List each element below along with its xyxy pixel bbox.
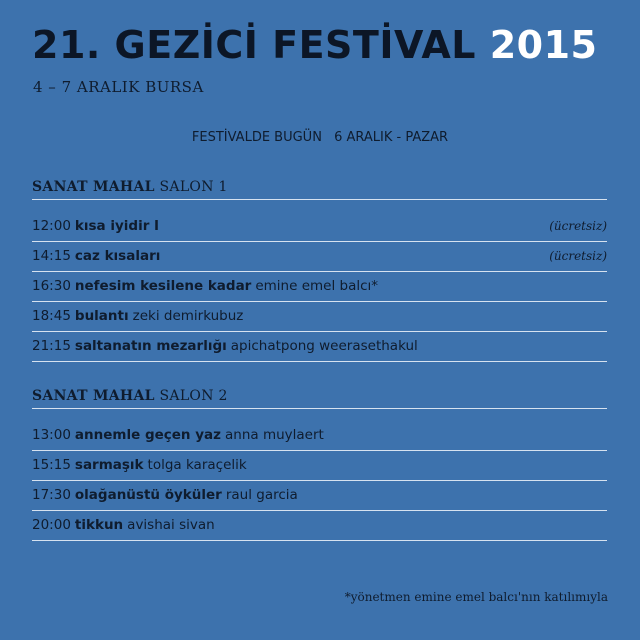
screening-time: 17:30 [32,487,71,503]
director-name: raul garcia [225,487,298,503]
screening-row [32,212,607,242]
section-header-salon-1 [32,179,607,200]
screening-row [32,481,607,511]
screening-row [32,302,607,332]
today-banner [0,130,640,145]
director-name: avishai sivan [127,517,215,533]
section-venue: SANAT MAHAL [32,179,155,195]
film-title: nefesim kesilene kadar [74,278,252,294]
director-name: tolga karaçelik [147,457,247,473]
screening-time: 14:15 [32,248,71,264]
screening-time: 16:30 [32,278,71,294]
festival-title-year: 2015 [489,23,598,67]
film-title: olağanüstü öyküler [74,487,222,503]
director-name: zeki demirkubuz [132,308,244,324]
section-header-salon-2 [32,388,607,409]
screening-row [32,242,607,272]
screening-row [32,511,607,541]
screening-time: 13:00 [32,427,71,443]
film-title: bulantı [74,308,129,324]
director-name: apichatpong weerasethakul [230,338,418,354]
screening-time: 15:15 [32,457,71,473]
schedule-list-salon-2 [32,421,607,541]
festival-title-main: 21. GEZİCİ FESTİVAL [32,23,476,67]
director-name: emine emel balcı* [255,278,379,294]
film-title: annemle geçen yaz [74,427,222,443]
schedule-list-salon-1 [32,212,607,362]
section-hall: SALON 1 [159,179,228,195]
film-title: sarmaşık [74,457,144,473]
festival-title [32,22,597,68]
screening-row [32,421,607,451]
today-date: 6 ARALIK - PAZAR [334,130,449,145]
screening-time: 18:45 [32,308,71,324]
screening-row [32,272,607,302]
screening-time: 20:00 [32,517,71,533]
screening-time: 12:00 [32,218,71,234]
film-title: saltanatın mezarlığı [74,338,227,354]
free-badge: (ücretsiz) [549,249,607,263]
free-badge: (ücretsiz) [549,219,607,233]
film-title: caz kısaları [74,248,161,264]
director-name: anna muylaert [225,427,324,443]
festival-dates-location: 4 – 7 ARALIK BURSA [33,78,204,96]
screening-row [32,451,607,481]
screening-time: 21:15 [32,338,71,354]
film-title: tikkun [74,517,124,533]
footnote: *yönetmen emine emel balcı'nın katılımıyla [344,590,608,604]
today-label: FESTİVALDE BUGÜN [191,130,322,145]
section-hall: SALON 2 [159,388,228,404]
film-title: kısa iyidir I [74,218,160,234]
section-venue: SANAT MAHAL [32,388,155,404]
screening-row [32,332,607,362]
